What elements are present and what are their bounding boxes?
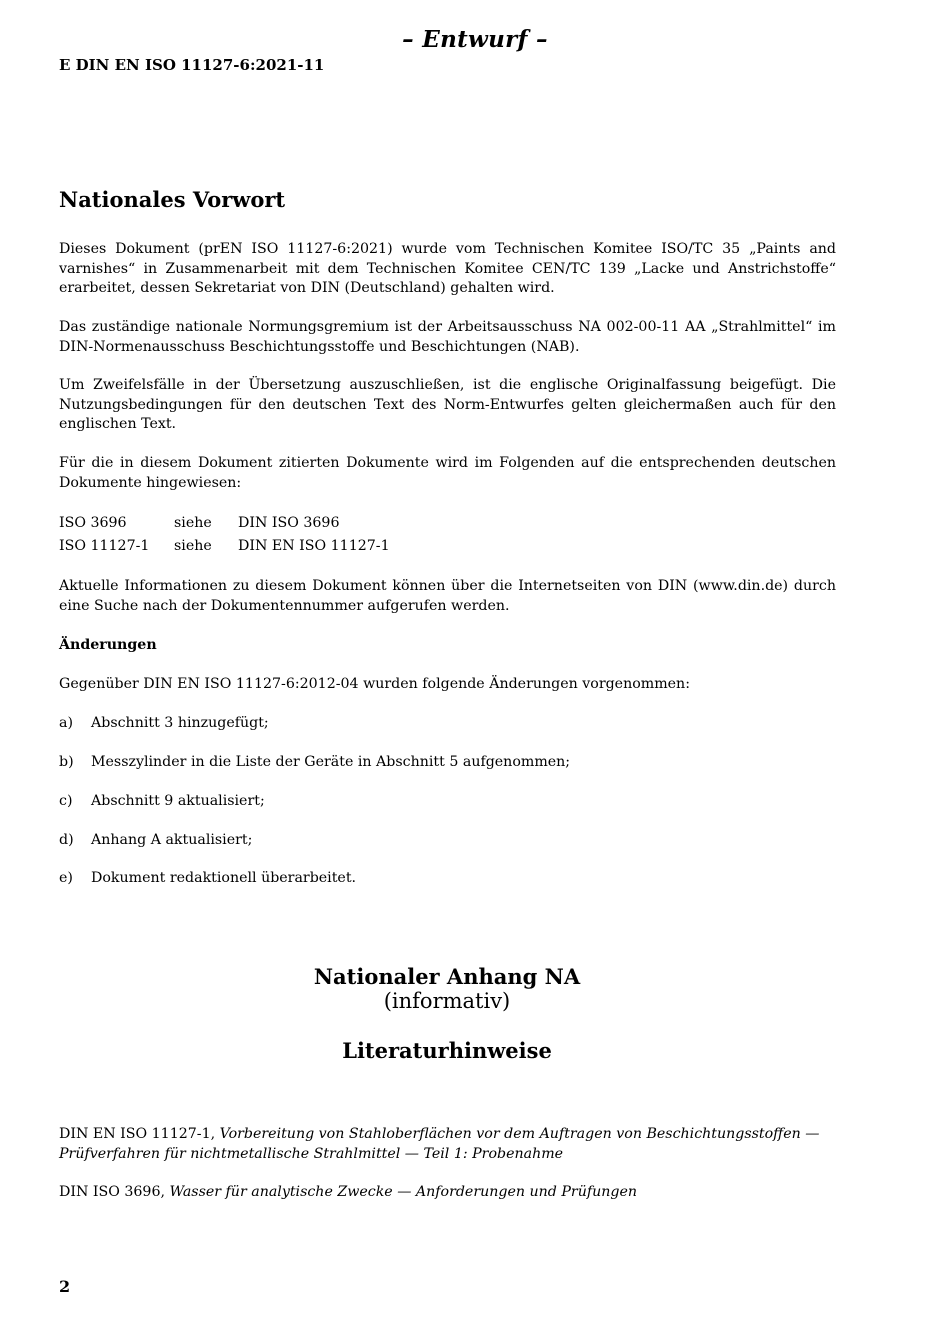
list-item-label: e) <box>59 870 73 886</box>
list-item-label: c) <box>59 793 73 809</box>
paragraph-text: Für die in diesem Dokument zitierten Dokumente wird im Folgenden auf die entsprechenden deutschen Dokumente hingewiesen: <box>59 455 836 491</box>
list-item <box>59 831 836 851</box>
list-item <box>59 792 836 812</box>
literature-text <box>59 1183 836 1203</box>
annex-title: Nationaler Anhang NA <box>313 964 581 989</box>
list-item <box>59 714 836 734</box>
list-item-text: Anhang A aktualisiert; <box>91 832 253 848</box>
din-reference: DIN ISO 3696 <box>238 515 340 531</box>
list-item-text: Abschnitt 9 aktualisiert; <box>91 793 265 809</box>
literature-title: Vorbereitung von Stahloberflächen vor dem Auftragen von Beschichtungsstoffen — Prüfverfahren für nichtmetallische Strahlmittel — Teil 1: Probenahme <box>59 1126 820 1162</box>
iso-reference: ISO 11127-1 <box>59 538 150 554</box>
literature-ref: DIN ISO 3696, <box>59 1184 165 1200</box>
vorwort-paragraph-4 <box>59 454 836 493</box>
list-item-text: Dokument redaktionell überarbeitet. <box>91 870 357 886</box>
reference-table <box>59 514 836 557</box>
list-item-label: a) <box>59 715 73 731</box>
vorwort-paragraph-2 <box>59 318 836 357</box>
literature-entry <box>59 1183 836 1203</box>
paragraph-text: Dieses Dokument (prEN ISO 11127-6:2021) wurde vom Technischen Komitee ISO/TC 35 „Paints and varnishes“ in Zusammenarbeit mit dem Technischen Komitee CEN/TC 139 „Lacke und Anstrichstoffe“ erarbeitet, dessen Sekretariat von DIN (Deutschland) gehalten wird. <box>59 241 836 296</box>
paragraph-text: Das zuständige nationale Normungsgremium ist der Arbeitsausschuss NA 002-00-11 AA „Strahlmittel“ im DIN-Normenausschuss Beschichtungsstoffe und Beschichtungen (NAB). <box>59 319 836 355</box>
vorwort-paragraph-3 <box>59 376 836 435</box>
paragraph-text: Aktuelle Informationen zu diesem Dokument können über die Internetseiten von DIN (www.din.de) durch eine Suche nach der Dokumentennummer aufgerufen werden. <box>59 578 836 614</box>
din-reference: DIN EN ISO 11127-1 <box>238 538 390 554</box>
list-item <box>59 869 836 889</box>
info-paragraph <box>59 577 836 616</box>
document-id: E DIN EN ISO 11127-6:2021-11 <box>59 56 325 74</box>
annex-subtitle: (informativ) <box>383 989 511 1013</box>
list-item-text: Abschnitt 3 hinzugefügt; <box>91 715 269 731</box>
literature-title: Wasser für analytische Zwecke — Anforderungen und Prüfungen <box>169 1184 637 1200</box>
page-number: 2 <box>59 1277 71 1296</box>
draft-watermark: – Entwurf – <box>402 26 548 53</box>
siehe-label: siehe <box>174 515 212 531</box>
reference-row <box>59 514 836 537</box>
literature-entry <box>59 1125 836 1164</box>
list-item-label: d) <box>59 832 74 848</box>
literature-heading: Literaturhinweise <box>342 1038 552 1063</box>
vorwort-paragraph-1 <box>59 240 836 299</box>
list-item <box>59 753 836 773</box>
iso-reference: ISO 3696 <box>59 515 127 531</box>
section-title-nationales-vorwort: Nationales Vorwort <box>59 187 286 212</box>
aenderungen-heading: Änderungen <box>59 637 157 653</box>
list-item-label: b) <box>59 754 74 770</box>
literature-ref: DIN EN ISO 11127-1, <box>59 1126 216 1142</box>
literature-text <box>59 1125 836 1164</box>
list-item-text: Messzylinder in die Liste der Geräte in Abschnitt 5 aufgenommen; <box>91 754 571 770</box>
reference-row <box>59 537 836 557</box>
siehe-label: siehe <box>174 538 212 554</box>
aenderungen-intro: Gegenüber DIN EN ISO 11127-6:2012-04 wurden folgende Änderungen vorgenommen: <box>59 676 690 692</box>
paragraph-text: Um Zweifelsfälle in der Übersetzung auszuschließen, ist die englische Originalfassung beigefügt. Die Nutzungsbedingungen für den deutschen Text des Norm-Entwurfes gelten gleichermaßen auch für den englischen Text. <box>59 377 836 432</box>
